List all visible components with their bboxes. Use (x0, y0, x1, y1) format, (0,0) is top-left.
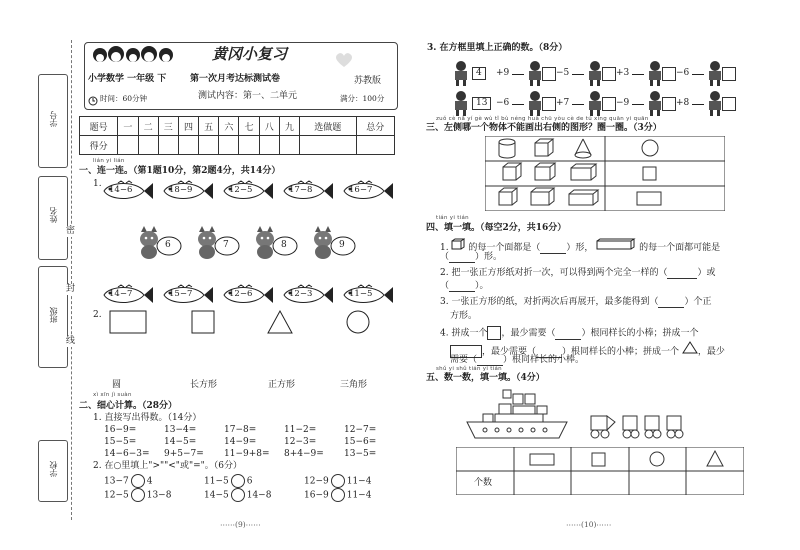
fish-expression: 14−6 (109, 185, 133, 195)
calc-problem[interactable]: 11−9+8= (224, 449, 270, 459)
q1-sub1: 1. (93, 179, 102, 189)
score-header-cell: 三 (158, 117, 178, 136)
arrow-op: −9 (616, 98, 630, 108)
arrow-icon (512, 74, 524, 75)
shape-name-triangle: 三角形 (340, 380, 368, 390)
q6-title: 五、数一数，填一填。（4分） (426, 373, 545, 383)
cut-line (71, 40, 72, 520)
answer-box[interactable] (542, 67, 556, 81)
fish-expression: 17−8 (289, 185, 313, 195)
answer-blank[interactable] (667, 270, 697, 279)
fish-expression: 16−7 (349, 185, 373, 195)
bottom-fish[interactable] (220, 284, 274, 306)
q5-num-1: 1. (440, 243, 449, 253)
score-header-cell: 九 (279, 117, 299, 136)
arrow-op: −6 (676, 68, 690, 78)
clock-icon (88, 91, 98, 110)
score-row-label: 得分 (80, 136, 118, 155)
answer-box[interactable] (662, 97, 676, 111)
compare-item (204, 488, 271, 502)
page-number-right: ⋯⋯(10)⋯⋯ (566, 520, 612, 529)
bottom-fish[interactable] (160, 284, 214, 306)
student-id-field[interactable] (38, 74, 68, 168)
compare-left: 11−5 (204, 476, 229, 487)
cat-number: 8 (281, 240, 287, 250)
answer-box[interactable] (662, 67, 676, 81)
robot-chain-row-1 (450, 60, 750, 86)
full-score: 满分：100分 (340, 94, 385, 103)
compare-circle[interactable] (131, 488, 145, 502)
calc-problem[interactable]: 14−6−3= (104, 449, 150, 459)
score-table (79, 116, 395, 155)
fish-expression: 12−6 (229, 289, 253, 299)
brand-title: 黄冈小复习 (212, 45, 288, 63)
arrow-icon (572, 74, 584, 75)
calc-problem[interactable]: 11−2= (284, 425, 317, 435)
q5-text: 需要（ (450, 355, 478, 365)
exam-title: 第一次月考达标测试卷 (190, 74, 281, 84)
compare-item (304, 488, 371, 502)
cat-card[interactable] (251, 226, 299, 260)
exam-time: 时间：60分钟 (100, 94, 148, 103)
arrow-op: +9 (496, 68, 510, 78)
train-icon (591, 416, 683, 438)
start-number: 13 (472, 97, 491, 110)
top-fish[interactable] (100, 180, 154, 202)
q5-text: 的每一个面都是（ (468, 243, 541, 253)
class-field[interactable] (38, 266, 68, 368)
square-target-icon (643, 167, 656, 180)
q5-text: ，最少需要（ (501, 328, 556, 339)
compare-right: 11−4 (346, 476, 372, 487)
score-cell[interactable] (199, 136, 219, 155)
q2-sub2: 2. 在○里填上">""<"或"="。（6分） (93, 461, 242, 471)
arrow-icon (692, 74, 704, 75)
fish-expression: 14−7 (109, 289, 133, 299)
heart-icon (334, 52, 354, 72)
shape-figures (100, 308, 400, 340)
compare-left: 14−5 (204, 490, 229, 501)
score-cell[interactable] (259, 136, 279, 155)
bottom-fish[interactable] (280, 284, 334, 306)
cuboid-icon (571, 164, 596, 180)
compare-circle[interactable] (231, 474, 245, 488)
arrow-icon (572, 104, 584, 105)
top-fish[interactable] (220, 180, 274, 202)
calc-problem[interactable]: 12−7= (344, 425, 377, 435)
cat-number: 6 (165, 240, 171, 250)
compare-right: 11−4 (346, 490, 372, 501)
arrow-icon (632, 104, 644, 105)
compare-right: 14−8 (246, 490, 272, 501)
score-header-cell: 选做题 (300, 117, 357, 136)
triangle-icon (682, 347, 698, 357)
score-header-cell: 四 (178, 117, 198, 136)
compare-left: 13−7 (104, 476, 129, 487)
answer-box[interactable] (722, 67, 736, 81)
fish-expression: 12−3 (289, 289, 313, 299)
q5-line-2b (440, 281, 489, 292)
fish-expression: 11−5 (349, 289, 373, 299)
shape-name-square: 正方形 (268, 380, 296, 390)
q5-text: 方形。 (450, 311, 478, 321)
compare-right: 13−8 (146, 490, 172, 501)
cat-number: 9 (339, 240, 345, 250)
score-cell[interactable] (178, 136, 198, 155)
fish-expression: 18−9 (169, 185, 193, 195)
q2-title: 二、细心计算。（28分） (79, 401, 178, 411)
calc-problem[interactable]: 9+5−7= (164, 449, 204, 459)
q5-line-4c (450, 355, 584, 366)
school-label: 学校 (49, 461, 58, 477)
triangle-count-icon (707, 451, 723, 466)
calc-problem[interactable]: 14−5= (164, 437, 197, 447)
square-icon (487, 326, 501, 340)
shape-name-rectangle: 长方形 (190, 380, 218, 390)
top-fish[interactable] (160, 180, 214, 202)
calc-problem[interactable]: 15−6= (344, 437, 377, 447)
arrow-icon (692, 104, 704, 105)
compare-left: 12−5 (104, 490, 129, 501)
children-illustration (90, 44, 180, 74)
arrow-icon (632, 74, 644, 75)
score-cell[interactable] (300, 136, 357, 155)
score-table-header-row (80, 117, 395, 136)
answer-box[interactable] (602, 67, 616, 81)
q5-text: ）形， (566, 243, 594, 253)
answer-box[interactable] (602, 97, 616, 111)
cuboid-icon (596, 243, 636, 253)
q5-text: 3. 一张正方形的纸，对折两次后再展开，最多能得到（ (440, 297, 659, 307)
q5-line-1b (440, 252, 502, 263)
score-cell[interactable] (356, 136, 394, 155)
count-label: 个数 (474, 478, 493, 488)
fish-expression: 12−5 (229, 185, 253, 195)
q2-pinyin: xì xīn jì suàn (93, 392, 132, 398)
q5-line-2 (440, 268, 715, 279)
compare-right: 6 (246, 476, 253, 487)
bottom-fish[interactable] (100, 284, 154, 306)
score-cell[interactable] (158, 136, 178, 155)
q5-text: ）或 (697, 268, 716, 278)
exam-content: 测试内容：第一、二单元 (198, 91, 298, 101)
answer-blank[interactable] (449, 283, 475, 292)
arrow-op: +3 (616, 68, 630, 78)
cone-icon (575, 139, 591, 158)
compare-left: 12−9 (304, 476, 329, 487)
cube-icon (535, 139, 553, 156)
rectangle-shape (110, 311, 146, 333)
cat-card[interactable] (193, 226, 241, 260)
q5-text: （ (440, 252, 450, 262)
q5-text: ）根同样长的小棒。 (503, 355, 585, 365)
answer-box[interactable] (542, 97, 556, 111)
robot-icon (450, 60, 472, 90)
circle-count-icon (650, 452, 664, 466)
solids-table (485, 136, 725, 215)
subject-grade: 小学数学 一年级 下 (88, 74, 167, 84)
q5-text: ）。 (475, 281, 489, 291)
q3-title: 3. 在方框里填上正确的数。（8分） (427, 43, 568, 53)
cube-icon (499, 188, 517, 205)
square-count-icon (592, 453, 605, 466)
score-header-cell: 总分 (356, 117, 394, 136)
calc-problem[interactable]: 8+4−9= (284, 449, 324, 459)
triangle-shape (268, 311, 292, 333)
compare-left: 16−9 (304, 490, 329, 501)
compare-item (104, 488, 171, 502)
rectangle-count-icon (530, 454, 554, 465)
q4-pinyin: zuǒ cè nǎ yí gè wù tǐ bù néng huà chū yòu cè de tú xíng quān yi quān (436, 116, 649, 122)
q5-text: ）形。 (475, 252, 503, 262)
score-header-cell: 一 (118, 117, 138, 136)
q2-sub1: 1. 直接写出得数。（14分） (93, 413, 202, 423)
cube-icon (503, 163, 521, 180)
school-field[interactable] (38, 440, 68, 502)
q1-title: 一、连一连。（第1题10分，第2题4分，共14分） (79, 166, 281, 176)
answer-blank[interactable] (449, 254, 475, 263)
cat-card[interactable] (309, 226, 357, 260)
arrow-op: +7 (556, 98, 570, 108)
name-label: 姓名 (49, 207, 58, 223)
compare-item (204, 474, 252, 488)
answer-blank[interactable] (477, 357, 503, 366)
shape-name-circle: 圆 (112, 380, 122, 390)
name-field[interactable] (38, 176, 68, 260)
q1-pinyin: lián yi lián (93, 158, 125, 164)
top-fish[interactable] (340, 180, 394, 202)
cut-mark-close: 封 (66, 284, 76, 294)
page-number-left: ⋯⋯(9)⋯⋯ (220, 520, 261, 529)
square-shape (192, 311, 214, 333)
cut-mark-seal: 密 (66, 226, 76, 236)
score-header-cell: 题号 (80, 117, 118, 136)
compare-circle[interactable] (131, 474, 145, 488)
start-number: 4 (472, 67, 486, 80)
cat-row (135, 226, 395, 260)
arrow-icon (512, 104, 524, 105)
answer-blank[interactable] (658, 299, 684, 308)
q5-text: ，最少需要（ (482, 347, 537, 357)
compare-item (304, 474, 371, 488)
count-table (456, 447, 744, 499)
q5-text: ）根同样长的小棒；拼成一个 (562, 347, 680, 357)
score-cell[interactable] (219, 136, 239, 155)
score-header-cell: 八 (259, 117, 279, 136)
student-id-label: 学号 (49, 111, 58, 127)
ship-icon (467, 390, 567, 438)
q5-text: ）根同样长的小棒；拼成一个 (581, 328, 699, 339)
right-page-num: 10 (583, 520, 594, 529)
score-cell[interactable] (138, 136, 158, 155)
calc-problem[interactable]: 15−5= (104, 437, 137, 447)
answer-blank[interactable] (540, 245, 566, 254)
score-cell[interactable] (239, 136, 259, 155)
score-cell[interactable] (279, 136, 299, 155)
score-header-cell: 五 (199, 117, 219, 136)
calc-problem[interactable]: 16−9= (104, 425, 137, 435)
robot-chain-row-2 (450, 90, 750, 116)
q5-text: 2. 把一张正方形纸对折一次，可以得到两个完全一样的（ (440, 268, 668, 278)
ship-train-figure (455, 388, 755, 448)
q1-sub2: 2. (93, 310, 102, 320)
edition: 苏教版 (354, 76, 382, 86)
calc-problem[interactable]: 14−9= (224, 437, 257, 447)
q6-pinyin: shǔ yi shǔ tián yi tián (436, 366, 502, 372)
calc-problem[interactable]: 12−3= (284, 437, 317, 447)
bottom-fish[interactable] (340, 284, 394, 306)
top-fish[interactable] (280, 180, 334, 202)
fish-bottom-row (100, 284, 400, 306)
compare-circle[interactable] (331, 474, 345, 488)
fish-expression: 15−7 (169, 289, 193, 299)
score-cell[interactable] (118, 136, 138, 155)
cat-number: 7 (223, 240, 229, 250)
cuboid-icon (535, 163, 555, 180)
score-table-score-row (80, 136, 395, 155)
cuboid-icon (569, 190, 598, 205)
cuboid-icon (531, 188, 554, 205)
score-header-cell: 六 (219, 117, 239, 136)
class-label: 班级 (49, 307, 58, 323)
calc-problem[interactable]: 13−4= (164, 425, 197, 435)
score-header-cell: 七 (239, 117, 259, 136)
q5-line-3 (440, 297, 711, 308)
compare-circle[interactable] (231, 488, 245, 502)
rectangle-target-icon (637, 192, 661, 205)
score-header-cell: 二 (138, 117, 158, 136)
q5-pinyin: tián yi tián (436, 215, 469, 221)
compare-item (104, 474, 152, 488)
q5-text: ，最少 (697, 347, 725, 357)
circle-shape (347, 311, 369, 333)
left-page-num: 9 (237, 520, 243, 529)
q5-text: 的每一个面都可能是 (639, 243, 721, 253)
arrow-op: −6 (496, 98, 510, 108)
fish-top-row (100, 180, 400, 202)
q5-text: （ (440, 281, 450, 291)
q5-line-3b (450, 311, 477, 322)
calc-problem[interactable]: 13−5= (344, 449, 377, 459)
circle-target-icon (642, 140, 658, 156)
q5-text: ）个正 (684, 297, 712, 307)
answer-blank[interactable] (555, 331, 581, 340)
answer-box[interactable] (722, 97, 736, 111)
q5-text: 4. 拼成一个 (440, 328, 488, 339)
q5-line-4 (440, 326, 698, 340)
cylinder-icon (499, 139, 515, 158)
compare-right: 4 (146, 476, 153, 487)
arrow-op: +8 (676, 98, 690, 108)
q5-title: 四、填一填。（每空2分，共16分） (426, 223, 567, 233)
q4-title: 三、左侧哪一个物体不能画出右侧的图形？圈一圈。（3分） (426, 123, 662, 133)
cut-mark-line: 线 (66, 336, 76, 346)
cat-card[interactable] (135, 226, 183, 260)
calc-problem[interactable]: 17−8= (224, 425, 257, 435)
compare-circle[interactable] (331, 488, 345, 502)
arrow-op: −5 (556, 68, 570, 78)
